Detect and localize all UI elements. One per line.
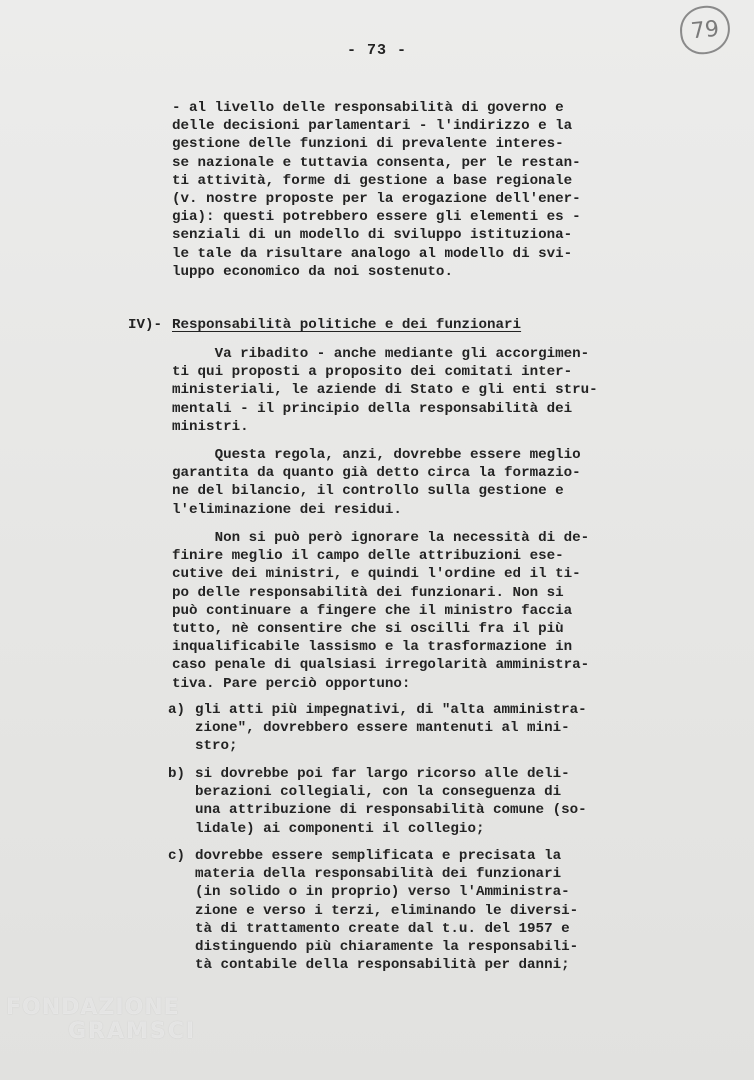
paragraph-executive-attributions: Non si può però ignorare la necessità di de- finire meglio il campo delle attribuzioni ese- cutive dei ministri, e quindi l'ordine ed il ti- po delle responsabilità dei funzionari. Non si può continuare a fingere che il ministro faccia tutto, nè consentire che si oscilli fra il più inqualificabile lassismo e la trasformazione in caso penale di qualsiasi irregolarità amministra- tiva. Pare perciò opportuno: [172,530,590,692]
section-number: IV)- [128,317,163,333]
archive-page-stamp: 79 [678,4,733,57]
paragraph-rule-guarantee: Questa regola, anzi, dovrebbe essere meglio garantita da quanto già detto circa la formazio- ne del bilancio, il controllo sulla gestione e l'eliminazione dei residui. [172,447,581,518]
watermark-logo [6,996,196,1044]
section-heading: Responsabilità politiche e dei funzionari [172,317,522,333]
list-item-text: dovrebbe essere semplificata e precisata la materia della responsabilità dei funzionari (in solido o in proprio) verso l'Amministra- zione e verso i terzi, eliminando le diversi- tà di trattamento create dal t.u. del 1957 e distinguendo più chiaramente la responsabili- tà contabile della responsabilità per danni; [195,848,579,974]
list-item-letter: a) [168,702,186,718]
watermark-line-1: FONDAZIONE [6,995,180,1020]
bleed-through-mark: ​ [52,690,68,760]
watermark-line-2: GRAMSCI [68,1019,197,1044]
list-item-letter: c) [168,848,186,864]
list-item-letter: b) [168,766,186,782]
list-item-text: si dovrebbe poi far largo ricorso alle deli- berazioni collegiali, con la conseguenza di una attribuzione di responsabilità comune (so- lidale) ai componenti il collegio; [195,766,587,837]
paragraph-continuation: - al livello delle responsabilità di governo e delle decisioni parlamentari - l'indirizzo e la gestione delle funzioni di prevalente interes- se nazionale e tuttavia consenta, per le restan- ti attività, forme di gestione a base regionale (v. nostre proposte per la erogazione dell'ener- gia): questi potrebbero essere gli elementi es - senziali di un modello di sviluppo istituziona- le tale da risultare analogo al modello di svi- luppo economico da noi sostenuto. [172,100,581,280]
list-item-text: gli atti più impegnativi, di "alta amministra- zione", dovrebbero essere mantenuti al mini- stro; [195,702,587,755]
page-number: - 73 - [346,42,407,59]
paragraph-ministerial-responsibility: Va ribadito - anche mediante gli accorgimen- ti qui proposti a proposito dei comitati inter- ministeriali, le aziende di Stato e gli enti stru- mentali - il principio della responsabilità dei ministri. [172,346,598,435]
